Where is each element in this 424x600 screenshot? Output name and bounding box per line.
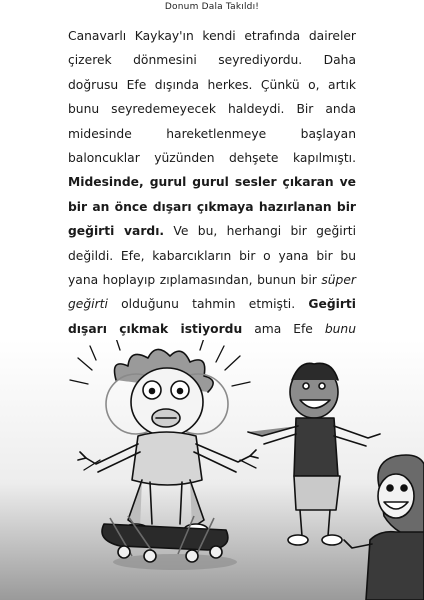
italic-segment: bunu	[324, 321, 356, 336]
boy2-shirt	[294, 418, 338, 476]
italic-segment: süper geğirti	[68, 273, 356, 312]
girl-shirt	[366, 532, 424, 600]
girl-head	[378, 474, 414, 518]
illustration	[0, 340, 424, 600]
bold-segment: Geğirti dışarı çıkmak istiyordu	[68, 297, 356, 336]
text-segment: Canavarlı Kaykay'ın kendi etrafında daireler çizerek dönmesini seyrediyordu. Daha doğrusu Efe dışında herkes. Çünkü o, artık bunu seyredemeyecek haldeydi. Bir anda midesinde hareketlenmeye başlayan baloncuklar yüzünden dehşete kapılmıştı.	[68, 29, 356, 166]
boy-shirt	[132, 432, 202, 485]
bold-segment: Midesinde, gurul gurul sesler çıkaran ve bir an önce dışarı çıkmaya hazırlanan bir geğirti vardı.	[68, 175, 356, 239]
body-text	[68, 24, 356, 366]
text-segment: Ve bu, herhangi bir geğirti değildi. Efe, kabarcıkların bir o yana bir bu yana hoplayıp zıplamasından, bunun bir	[68, 224, 356, 288]
cartoon-illustration	[0, 340, 424, 600]
paragraph	[68, 24, 356, 366]
running-head: Donum Dala Takıldı!	[164, 2, 260, 12]
text-segment: ama Efe	[242, 321, 325, 336]
text-segment: olduğunu tahmin etmişti.	[107, 297, 309, 312]
